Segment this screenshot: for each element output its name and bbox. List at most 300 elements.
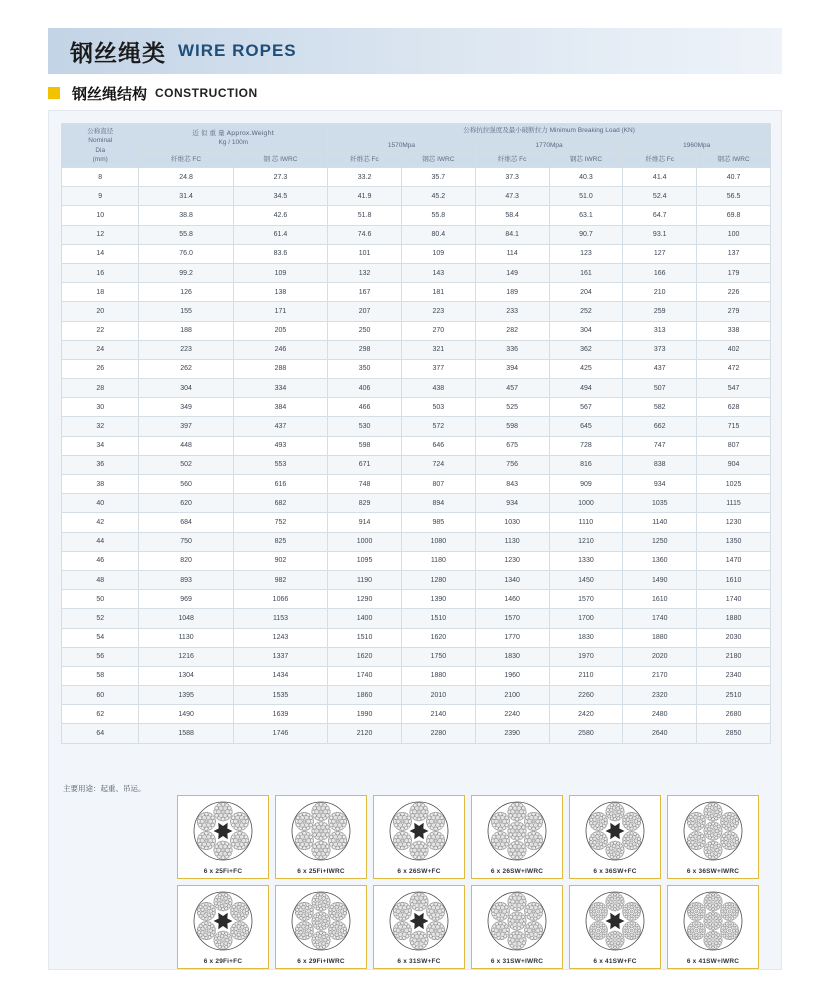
cell-nominal-dia: 20 — [62, 302, 139, 321]
cell-value: 662 — [623, 417, 697, 436]
cell-value: 756 — [475, 455, 549, 474]
cell-value: 41.4 — [623, 168, 697, 187]
cell-value: 1450 — [549, 570, 623, 589]
cell-value: 1130 — [139, 628, 233, 647]
cell-value: 93.1 — [623, 225, 697, 244]
rope-label: 6 x 36SW+IWRC — [686, 868, 740, 875]
cell-value: 750 — [139, 532, 233, 551]
table-row — [62, 475, 771, 494]
cell-value: 598 — [328, 436, 402, 455]
cell-nominal-dia: 18 — [62, 283, 139, 302]
rope-label: 6 x 26SW+FC — [397, 868, 441, 875]
cell-value: 493 — [233, 436, 327, 455]
cell-value: 189 — [475, 283, 549, 302]
cell-value: 166 — [623, 263, 697, 282]
table-row — [62, 628, 771, 647]
header-title-en: WIRE ROPES — [178, 41, 297, 60]
cell-value: 40.7 — [697, 168, 771, 187]
col-header-nominal-dia — [62, 124, 139, 168]
cell-value: 188 — [139, 321, 233, 340]
cell-value: 728 — [549, 436, 623, 455]
cell-value: 262 — [139, 359, 233, 378]
cell-value: 2480 — [623, 705, 697, 724]
col-header-1570: 1570Mpa — [328, 138, 476, 153]
cell-value: 42.6 — [233, 206, 327, 225]
rope-label: 6 x 41SW+FC — [593, 958, 637, 965]
cell-value: 74.6 — [328, 225, 402, 244]
cell-value: 51.8 — [328, 206, 402, 225]
cell-value: 684 — [139, 513, 233, 532]
cell-value: 1740 — [623, 609, 697, 628]
cell-value: 1750 — [401, 647, 475, 666]
cell-value: 1243 — [233, 628, 327, 647]
cell-value: 1970 — [549, 647, 623, 666]
cell-nominal-dia: 40 — [62, 494, 139, 513]
cell-value: 350 — [328, 359, 402, 378]
table-row — [62, 340, 771, 359]
cell-value: 397 — [139, 417, 233, 436]
cell-value: 252 — [549, 302, 623, 321]
cell-value: 1216 — [139, 647, 233, 666]
cell-value: 829 — [328, 494, 402, 513]
cell-value: 894 — [401, 494, 475, 513]
cell-value: 1880 — [697, 609, 771, 628]
cell-value: 628 — [697, 398, 771, 417]
cell-value: 2260 — [549, 686, 623, 705]
cell-value: 1960 — [475, 666, 549, 685]
cell-nominal-dia: 8 — [62, 168, 139, 187]
col-header-1570-iwrc: 钢芯 IWRC — [401, 153, 475, 168]
rope-diagram-cell[interactable] — [275, 885, 367, 969]
cell-value: 223 — [139, 340, 233, 359]
cell-value: 1510 — [401, 609, 475, 628]
cell-value: 373 — [623, 340, 697, 359]
cell-value: 250 — [328, 321, 402, 340]
cell-value: 171 — [233, 302, 327, 321]
header-title-cn: 钢丝绳类 — [70, 40, 166, 67]
cell-value: 1460 — [475, 590, 549, 609]
cell-value: 223 — [401, 302, 475, 321]
rope-diagram-cell[interactable] — [471, 885, 563, 969]
cell-value: 76.0 — [139, 244, 233, 263]
cell-value: 507 — [623, 379, 697, 398]
cell-value: 56.5 — [697, 187, 771, 206]
cell-nominal-dia: 26 — [62, 359, 139, 378]
cell-value: 205 — [233, 321, 327, 340]
cell-value: 2420 — [549, 705, 623, 724]
cell-value: 127 — [623, 244, 697, 263]
cell-value: 304 — [549, 321, 623, 340]
cell-value: 645 — [549, 417, 623, 436]
cell-value: 752 — [233, 513, 327, 532]
cell-value: 724 — [401, 455, 475, 474]
table-row — [62, 168, 771, 187]
cell-value: 807 — [697, 436, 771, 455]
cell-nominal-dia: 30 — [62, 398, 139, 417]
table-row — [62, 647, 771, 666]
col-header-weight-fc: 纤维芯 FC — [139, 153, 233, 168]
nominal-dia-en1: Nominal — [88, 137, 113, 145]
cell-value: 1230 — [697, 513, 771, 532]
cell-value: 616 — [233, 475, 327, 494]
cell-value: 41.9 — [328, 187, 402, 206]
spec-table — [61, 123, 771, 744]
cell-value: 1025 — [697, 475, 771, 494]
cell-value: 1230 — [475, 551, 549, 570]
cell-nominal-dia: 22 — [62, 321, 139, 340]
cell-value: 55.8 — [139, 225, 233, 244]
col-header-1570-fc: 纤维芯 Fc — [328, 153, 402, 168]
rope-diagram-cell[interactable] — [177, 795, 269, 879]
cell-value: 1740 — [697, 590, 771, 609]
cell-nominal-dia: 28 — [62, 379, 139, 398]
col-header-approx-weight — [139, 124, 328, 153]
cell-value: 2510 — [697, 686, 771, 705]
table-row — [62, 686, 771, 705]
cell-value: 1746 — [233, 724, 327, 743]
table-row — [62, 283, 771, 302]
cell-value: 909 — [549, 475, 623, 494]
table-row — [62, 513, 771, 532]
cell-value: 2280 — [401, 724, 475, 743]
cell-value: 838 — [623, 455, 697, 474]
rope-diagram-cell[interactable] — [373, 795, 465, 879]
cell-value: 1990 — [328, 705, 402, 724]
rope-label: 6 x 31SW+FC — [397, 958, 441, 965]
rope-diagram-cell[interactable] — [569, 795, 661, 879]
cell-value: 167 — [328, 283, 402, 302]
page-header — [48, 28, 782, 74]
cell-value: 1490 — [623, 570, 697, 589]
cell-value: 934 — [623, 475, 697, 494]
rope-label: 6 x 25Fi+IWRC — [297, 868, 345, 875]
cell-value: 69.8 — [697, 206, 771, 225]
rope-diagram-cell[interactable] — [471, 795, 563, 879]
table-row — [62, 724, 771, 743]
cell-value: 246 — [233, 340, 327, 359]
cell-nominal-dia: 48 — [62, 570, 139, 589]
cell-nominal-dia: 54 — [62, 628, 139, 647]
cell-nominal-dia: 34 — [62, 436, 139, 455]
cell-value: 807 — [401, 475, 475, 494]
cell-value: 472 — [697, 359, 771, 378]
cell-value: 362 — [549, 340, 623, 359]
cell-value: 336 — [475, 340, 549, 359]
cell-value: 502 — [139, 455, 233, 474]
cell-value: 45.2 — [401, 187, 475, 206]
cell-value: 101 — [328, 244, 402, 263]
cell-nominal-dia: 12 — [62, 225, 139, 244]
cell-value: 288 — [233, 359, 327, 378]
cell-nominal-dia: 32 — [62, 417, 139, 436]
cell-value: 270 — [401, 321, 475, 340]
table-row — [62, 609, 771, 628]
cell-value: 377 — [401, 359, 475, 378]
cell-value: 1340 — [475, 570, 549, 589]
rope-diagram-cell[interactable] — [667, 885, 759, 969]
cell-value: 1588 — [139, 724, 233, 743]
cell-value: 2580 — [549, 724, 623, 743]
cell-nominal-dia: 44 — [62, 532, 139, 551]
cell-value: 646 — [401, 436, 475, 455]
cell-value: 1490 — [139, 705, 233, 724]
cell-value: 437 — [623, 359, 697, 378]
col-header-1960-fc: 纤维芯 Fc — [623, 153, 697, 168]
cell-value: 313 — [623, 321, 697, 340]
cell-value: 525 — [475, 398, 549, 417]
cell-value: 1830 — [549, 628, 623, 647]
cell-value: 31.4 — [139, 187, 233, 206]
weight-en: Kg / 100m — [218, 139, 249, 147]
cell-value: 2100 — [475, 686, 549, 705]
cell-value: 1030 — [475, 513, 549, 532]
cell-value: 425 — [549, 359, 623, 378]
cell-value: 149 — [475, 263, 549, 282]
cell-value: 934 — [475, 494, 549, 513]
col-header-1960: 1960Mpa — [623, 138, 771, 153]
col-header-1770: 1770Mpa — [475, 138, 623, 153]
cell-nominal-dia: 16 — [62, 263, 139, 282]
table-row — [62, 359, 771, 378]
nominal-dia-cn: 公称直径 — [87, 126, 114, 135]
cell-value: 1360 — [623, 551, 697, 570]
rope-label: 6 x 26SW+IWRC — [490, 868, 544, 875]
rope-cross-section-icon — [581, 800, 649, 864]
cell-value: 90.7 — [549, 225, 623, 244]
section-title-cn: 钢丝绳结构 — [72, 84, 148, 103]
rope-diagram-cell[interactable] — [667, 795, 759, 879]
table-row — [62, 590, 771, 609]
cell-value: 982 — [233, 570, 327, 589]
cell-value: 904 — [697, 455, 771, 474]
rope-cross-section-icon — [189, 800, 257, 864]
cell-value: 1337 — [233, 647, 327, 666]
cell-value: 338 — [697, 321, 771, 340]
cell-value: 671 — [328, 455, 402, 474]
cell-value: 1280 — [401, 570, 475, 589]
cell-value: 402 — [697, 340, 771, 359]
cell-value: 27.3 — [233, 168, 327, 187]
cell-value: 55.8 — [401, 206, 475, 225]
cell-nominal-dia: 42 — [62, 513, 139, 532]
cell-value: 985 — [401, 513, 475, 532]
cell-value: 143 — [401, 263, 475, 282]
table-row — [62, 263, 771, 282]
cell-value: 1180 — [401, 551, 475, 570]
table-row — [62, 666, 771, 685]
cell-value: 2390 — [475, 724, 549, 743]
cell-value: 1115 — [697, 494, 771, 513]
nominal-dia-en3: (mm) — [92, 155, 108, 163]
table-body — [62, 168, 771, 744]
weight-cn: 近 似 重 量 Approx.Weight — [192, 128, 275, 137]
cell-value: 2680 — [697, 705, 771, 724]
cell-nominal-dia: 10 — [62, 206, 139, 225]
cell-value: 1110 — [549, 513, 623, 532]
cell-value: 1250 — [623, 532, 697, 551]
cell-value: 38.8 — [139, 206, 233, 225]
cell-value: 99.2 — [139, 263, 233, 282]
cell-value: 1470 — [697, 551, 771, 570]
cell-value: 1620 — [328, 647, 402, 666]
table-row — [62, 302, 771, 321]
rope-label: 6 x 41SW+IWRC — [686, 958, 740, 965]
cell-nominal-dia: 60 — [62, 686, 139, 705]
cell-value: 109 — [401, 244, 475, 263]
rope-cross-section-icon — [287, 890, 355, 954]
cell-value: 334 — [233, 379, 327, 398]
cell-value: 2340 — [697, 666, 771, 685]
cell-value: 1570 — [549, 590, 623, 609]
section-title-en: CONSTRUCTION — [155, 86, 258, 100]
cell-value: 675 — [475, 436, 549, 455]
cell-value: 466 — [328, 398, 402, 417]
cell-value: 1080 — [401, 532, 475, 551]
table-row — [62, 705, 771, 724]
cell-value: 1830 — [475, 647, 549, 666]
cell-value: 51.0 — [549, 187, 623, 206]
cell-value: 598 — [475, 417, 549, 436]
cell-value: 1190 — [328, 570, 402, 589]
rope-diagram-cell[interactable] — [275, 795, 367, 879]
rope-label: 6 x 25Fi+FC — [203, 868, 243, 875]
table-row — [62, 532, 771, 551]
cell-value: 35.7 — [401, 168, 475, 187]
nominal-dia-en2: Dia — [95, 146, 106, 154]
cell-nominal-dia: 24 — [62, 340, 139, 359]
cell-value: 553 — [233, 455, 327, 474]
cell-value: 1095 — [328, 551, 402, 570]
table-row — [62, 570, 771, 589]
cell-value: 63.1 — [549, 206, 623, 225]
cell-value: 1140 — [623, 513, 697, 532]
cell-nominal-dia: 9 — [62, 187, 139, 206]
cell-value: 83.6 — [233, 244, 327, 263]
cell-value: 715 — [697, 417, 771, 436]
cell-value: 1700 — [549, 609, 623, 628]
cell-value: 2320 — [623, 686, 697, 705]
cell-value: 843 — [475, 475, 549, 494]
rope-diagram-cell[interactable] — [373, 885, 465, 969]
cell-value: 816 — [549, 455, 623, 474]
col-header-1960-iwrc: 钢芯 IWRC — [697, 153, 771, 168]
cell-value: 582 — [623, 398, 697, 417]
cell-value: 1304 — [139, 666, 233, 685]
cell-value: 2640 — [623, 724, 697, 743]
cell-value: 304 — [139, 379, 233, 398]
cell-value: 1290 — [328, 590, 402, 609]
col-header-breaking-load: 公称抗拉强度及最小破断拉力 Minimum Breaking Load (KN) — [328, 124, 771, 139]
cell-value: 259 — [623, 302, 697, 321]
cell-value: 1035 — [623, 494, 697, 513]
cell-value: 109 — [233, 263, 327, 282]
cell-value: 321 — [401, 340, 475, 359]
cell-value: 204 — [549, 283, 623, 302]
cell-value: 84.1 — [475, 225, 549, 244]
cell-value: 1740 — [328, 666, 402, 685]
cell-value: 902 — [233, 551, 327, 570]
cell-value: 820 — [139, 551, 233, 570]
cell-value: 1048 — [139, 609, 233, 628]
rope-cross-section-icon — [385, 890, 453, 954]
cell-value: 1130 — [475, 532, 549, 551]
cell-value: 349 — [139, 398, 233, 417]
cell-value: 207 — [328, 302, 402, 321]
cell-value: 682 — [233, 494, 327, 513]
cell-value: 1153 — [233, 609, 327, 628]
cell-value: 567 — [549, 398, 623, 417]
cell-value: 137 — [697, 244, 771, 263]
cell-nominal-dia: 50 — [62, 590, 139, 609]
cell-value: 620 — [139, 494, 233, 513]
rope-label: 6 x 29Fi+FC — [203, 958, 243, 965]
cell-value: 1639 — [233, 705, 327, 724]
rope-diagram-cell[interactable] — [569, 885, 661, 969]
cell-value: 530 — [328, 417, 402, 436]
cell-value: 34.5 — [233, 187, 327, 206]
cell-value: 1535 — [233, 686, 327, 705]
cell-value: 406 — [328, 379, 402, 398]
cell-value: 132 — [328, 263, 402, 282]
cell-nominal-dia: 38 — [62, 475, 139, 494]
cell-value: 1395 — [139, 686, 233, 705]
cell-value: 1350 — [697, 532, 771, 551]
cell-value: 114 — [475, 244, 549, 263]
cell-value: 2110 — [549, 666, 623, 685]
cell-value: 2030 — [697, 628, 771, 647]
rope-diagram-cell[interactable] — [177, 885, 269, 969]
section-title — [48, 82, 258, 104]
cell-value: 1570 — [475, 609, 549, 628]
table-row — [62, 417, 771, 436]
rope-diagram-grid — [177, 795, 769, 969]
cell-value: 1610 — [623, 590, 697, 609]
cell-value: 1330 — [549, 551, 623, 570]
cell-value: 1770 — [475, 628, 549, 647]
cell-value: 1390 — [401, 590, 475, 609]
cell-value: 457 — [475, 379, 549, 398]
cell-value: 2850 — [697, 724, 771, 743]
cell-value: 1434 — [233, 666, 327, 685]
cell-value: 282 — [475, 321, 549, 340]
cell-value: 448 — [139, 436, 233, 455]
cell-value: 2140 — [401, 705, 475, 724]
cell-value: 438 — [401, 379, 475, 398]
rope-label: 6 x 31SW+IWRC — [490, 958, 544, 965]
cell-value: 138 — [233, 283, 327, 302]
cell-value: 560 — [139, 475, 233, 494]
col-header-1770-fc: 纤维芯 Fc — [475, 153, 549, 168]
cell-value: 2010 — [401, 686, 475, 705]
cell-value: 825 — [233, 532, 327, 551]
col-header-weight-iwrc: 钢 芯 IWRC — [233, 153, 327, 168]
cell-value: 279 — [697, 302, 771, 321]
cell-value: 1880 — [401, 666, 475, 685]
table-row — [62, 244, 771, 263]
cell-value: 2020 — [623, 647, 697, 666]
rope-cross-section-icon — [483, 890, 551, 954]
table-row — [62, 455, 771, 474]
rope-cross-section-icon — [385, 800, 453, 864]
rope-label: 6 x 36SW+FC — [593, 868, 637, 875]
table-row — [62, 379, 771, 398]
cell-value: 494 — [549, 379, 623, 398]
cell-value: 210 — [623, 283, 697, 302]
cell-value: 747 — [623, 436, 697, 455]
cell-value: 1510 — [328, 628, 402, 647]
cell-value: 58.4 — [475, 206, 549, 225]
cell-value: 2240 — [475, 705, 549, 724]
